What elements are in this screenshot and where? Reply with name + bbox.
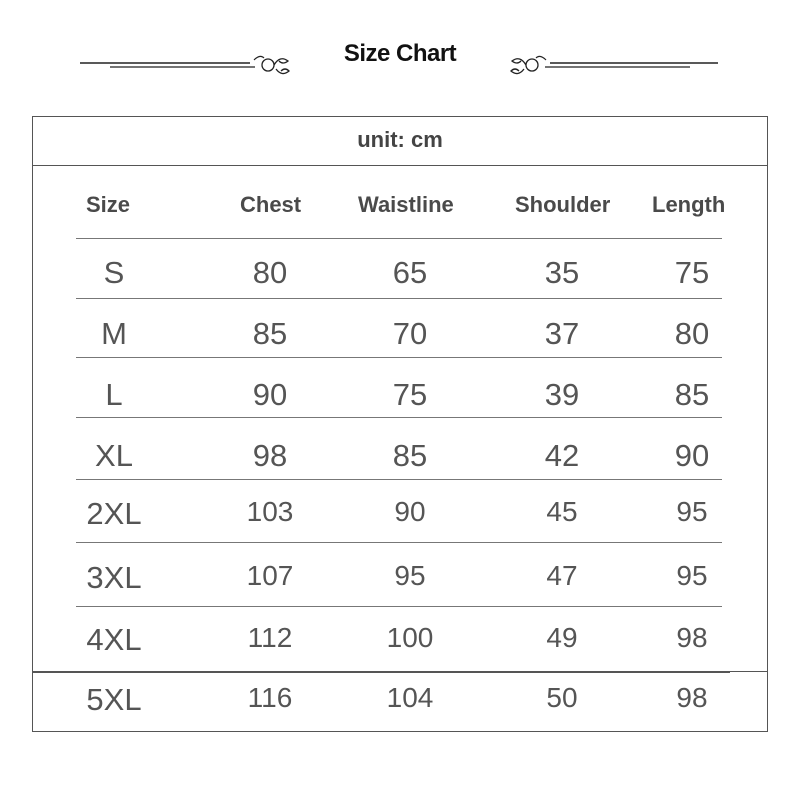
measurement-cell: 35 [544, 255, 580, 290]
right-ornament-icon [500, 44, 720, 84]
row-divider [76, 238, 722, 239]
measurement-cell: 70 [392, 316, 428, 351]
measurement-cell: 42 [544, 438, 580, 473]
measurement-cell: 107 [246, 560, 294, 591]
row-divider [76, 479, 722, 480]
last-row-divider [32, 672, 730, 673]
measurement-cell: 103 [246, 496, 294, 527]
size-cell: 5XL [86, 682, 142, 717]
row-divider [76, 298, 722, 299]
size-cell: S [103, 255, 125, 290]
measurement-cell: 50 [546, 682, 578, 713]
measurement-cell: 95 [676, 560, 708, 591]
row-divider [76, 606, 722, 607]
size-cell: L [105, 377, 123, 412]
table-inner-frame [32, 168, 768, 672]
title-row [0, 30, 800, 90]
measurement-cell: 85 [674, 377, 710, 412]
measurement-cell: 45 [546, 496, 578, 527]
measurement-cell: 98 [676, 682, 708, 713]
measurement-cell: 75 [392, 377, 428, 412]
measurement-cell: 80 [252, 255, 288, 290]
header-size: Size [86, 192, 131, 217]
measurement-cell: 47 [546, 560, 578, 591]
measurement-cell: 85 [392, 438, 428, 473]
measurement-cell: 90 [252, 377, 288, 412]
measurement-cell: 98 [252, 438, 288, 473]
size-cell: 4XL [86, 622, 142, 657]
measurement-cell: 98 [676, 622, 708, 653]
header-waistline: Waistline [358, 192, 454, 217]
size-cell: M [101, 316, 127, 351]
left-ornament-icon [80, 44, 300, 84]
size-cell: 2XL [86, 496, 142, 531]
measurement-cell: 104 [386, 682, 434, 713]
unit-label: unit: cm [32, 116, 768, 166]
page-title: Size Chart [343, 40, 457, 67]
measurement-cell: 100 [386, 622, 434, 653]
header-chest: Chest [240, 192, 302, 217]
measurement-cell: 95 [394, 560, 426, 591]
header-shoulder: Shoulder [515, 192, 611, 217]
measurement-cell: 90 [674, 438, 710, 473]
measurement-cell: 80 [674, 316, 710, 351]
measurement-cell: 37 [544, 316, 580, 351]
measurement-cell: 65 [392, 255, 428, 290]
size-cell: XL [95, 438, 133, 473]
row-divider [76, 357, 722, 358]
measurement-cell: 39 [544, 377, 580, 412]
row-divider [76, 417, 722, 418]
size-cell: 3XL [86, 560, 142, 595]
measurement-cell: 112 [247, 622, 293, 653]
measurement-cell: 95 [676, 496, 708, 527]
measurement-cell: 75 [674, 255, 710, 290]
row-divider [76, 542, 722, 543]
header-length: Length [652, 192, 726, 217]
measurement-cell: 49 [546, 622, 578, 653]
measurement-cell: 116 [247, 682, 293, 713]
measurement-cell: 85 [252, 316, 288, 351]
measurement-cell: 90 [394, 496, 426, 527]
